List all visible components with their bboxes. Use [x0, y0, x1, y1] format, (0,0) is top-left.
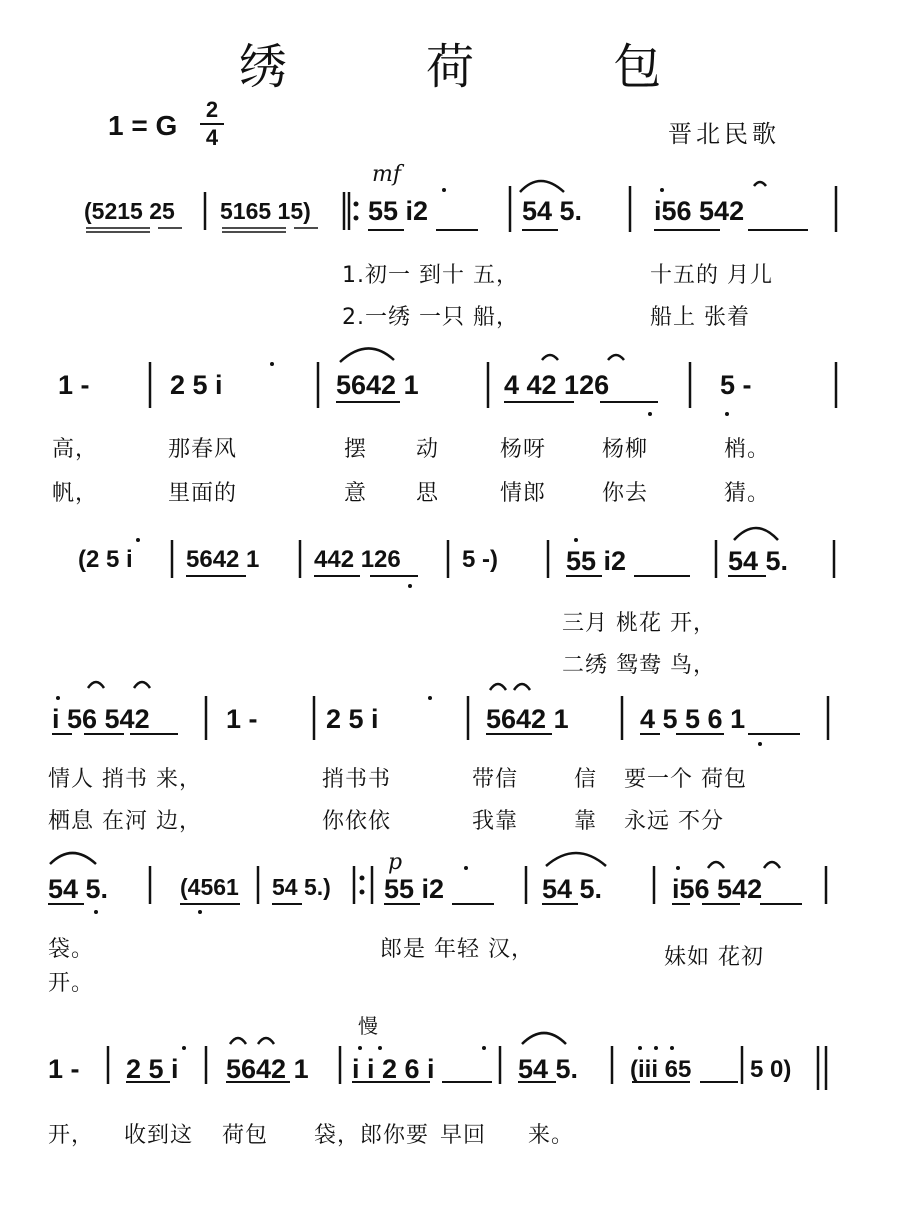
measure: 2 5 i [126, 1054, 179, 1084]
octave-dot [574, 538, 578, 542]
repeat-dot [354, 202, 359, 207]
lyric-verse1: 信 [574, 767, 598, 792]
fermata-arc [708, 862, 724, 868]
fermata-arc [542, 355, 558, 360]
octave-dot [56, 696, 60, 700]
octave-dot [482, 1046, 486, 1050]
octave-dot [358, 1046, 362, 1050]
measure: 4 42 126 [504, 370, 610, 400]
octave-dot [638, 1046, 642, 1050]
fermata-arc [88, 682, 104, 688]
measure: (5215 25 [84, 198, 175, 224]
octave-dot [136, 538, 140, 542]
lyric-verse1: 1.初一 到十 五， [342, 263, 519, 288]
octave-dot [660, 188, 664, 192]
lyric-verse1: 带信 [472, 767, 519, 792]
octave-dot [654, 1046, 658, 1050]
lyric-verse1: 杨呀 [500, 437, 547, 462]
measure: i 56 542 [52, 704, 150, 734]
measure: i i 2 6 i [352, 1054, 435, 1084]
slur [520, 181, 564, 192]
repeat-dot [360, 890, 365, 895]
time-denominator: 4 [205, 125, 219, 150]
lyric-verse1: 收到这 [124, 1123, 194, 1148]
lyric-verse1: 高， [52, 437, 99, 462]
lyric-verse1: 袋，郎你要 [314, 1123, 430, 1148]
measure: 54 5. [522, 196, 583, 226]
lyric-verse2: 2.一绣 一只 船， [342, 305, 519, 330]
slur [50, 853, 96, 864]
repeat-end-bar [354, 866, 372, 904]
fermata-arc [258, 1038, 274, 1044]
lyric-verse2: 永远 不分 [624, 809, 724, 834]
measure: 5642 1 [186, 546, 260, 573]
lyric-verse1: 那春风 [168, 437, 238, 462]
low-dot [648, 412, 652, 416]
lyric-verse2: 我靠 [472, 809, 519, 834]
lyric-verse2: 思 [416, 481, 440, 506]
lyric-verse1: 十五的 月儿 [650, 263, 773, 288]
lyric-verse2: 帆， [52, 481, 99, 506]
octave-dot [670, 1046, 674, 1050]
lyric-verse1: 要一个 荷包 [624, 767, 747, 792]
measure: 5642 1 [336, 370, 419, 400]
fermata-arc [134, 682, 150, 688]
lyric-verse1: 情人 捎书 来， [48, 767, 202, 792]
time-numerator: 2 [205, 97, 219, 122]
octave-dot [676, 866, 680, 870]
measure: 55 i2 [566, 546, 627, 576]
lyric-verse1: 动 [416, 437, 440, 462]
repeat-dot [360, 876, 365, 881]
fermata-arc [764, 862, 780, 868]
measure: 2 5 i [326, 704, 379, 734]
lyric-verse1: 妹如 花初 [664, 945, 764, 970]
octave-dot [378, 1046, 382, 1050]
lyric-verse1: 捎书书 [322, 767, 392, 792]
lyric-verse1: 郎是 年轻 汉， [380, 937, 534, 962]
final-bar [818, 1046, 826, 1090]
slur [340, 348, 394, 362]
lyric-verse1: 三月 桃花 开， [562, 611, 716, 636]
low-dot [725, 412, 729, 416]
lyric-verse1: 袋。 [48, 937, 95, 962]
measure: 5642 1 [226, 1054, 309, 1084]
measure: 5 -) [462, 546, 498, 573]
measure: 5165 15) [220, 198, 311, 224]
slur [522, 1033, 566, 1044]
song-origin: 晋北民歌 [668, 120, 780, 148]
octave-dot [270, 362, 274, 366]
octave-dot [428, 696, 432, 700]
lyric-verse2: 你依依 [322, 809, 392, 834]
measure: 5 - [720, 370, 752, 400]
low-dot [758, 742, 762, 746]
measure: 54 5. [518, 1054, 579, 1084]
octave-dot [442, 188, 446, 192]
measure: 1 - [48, 1054, 80, 1084]
measure: 2 5 i [170, 370, 223, 400]
lyric-verse2: 意 [344, 481, 368, 506]
octave-dot [464, 866, 468, 870]
lyric-verse1: 梢。 [724, 437, 771, 462]
measure: 54 5. [542, 874, 603, 904]
measure: 4 5 5 6 1 [640, 704, 746, 734]
measure: 55 i2 [368, 196, 429, 226]
fermata-arc [608, 355, 624, 360]
measure: 5 0) [750, 1056, 792, 1083]
lyric-verse1: 杨柳 [602, 437, 649, 462]
lyric-verse2: 你去 [602, 481, 649, 506]
measure: 5642 1 [486, 704, 569, 734]
lyric-verse1: 早回 [440, 1123, 487, 1148]
lyric-verse2: 开。 [48, 971, 95, 996]
lyric-verse2: 栖息 在河 边， [48, 809, 202, 834]
slur [546, 853, 606, 866]
lyric-verse2: 猜。 [724, 481, 771, 506]
measure: 54 5. [48, 874, 109, 904]
fermata-arc [754, 182, 766, 186]
lyric-verse1: 开， [48, 1123, 95, 1148]
lyric-verse1: 来。 [528, 1123, 575, 1148]
lyric-verse1: 摆 [344, 437, 368, 462]
measure: 442 126 [314, 546, 401, 573]
dynamic-p: p [388, 850, 403, 875]
lyric-verse2: 里面的 [168, 481, 238, 506]
lyric-verse1: 荷包 [222, 1123, 269, 1148]
repeat-start-bar [344, 192, 349, 230]
low-dot [94, 910, 98, 914]
measure: (4561 [180, 874, 239, 900]
measure: 54 5.) [272, 874, 331, 900]
lyric-verse2: 船上 张着 [650, 305, 750, 330]
lyric-verse2: 靠 [574, 809, 598, 834]
low-dot [408, 584, 412, 588]
slur [734, 528, 778, 540]
fermata-arc [490, 684, 506, 690]
fermata-arc [230, 1038, 246, 1044]
tempo-slow: 慢 [358, 1014, 378, 1038]
measure: 55 i2 [384, 874, 445, 904]
measure: 54 5. [728, 546, 789, 576]
measure: (2 5 i [78, 546, 133, 573]
octave-dot [182, 1046, 186, 1050]
low-dot [198, 910, 202, 914]
measure: i56 542 [654, 196, 745, 226]
measure: i56 542 [672, 874, 763, 904]
repeat-dot [354, 216, 359, 221]
lyric-verse2: 情郎 [500, 481, 547, 506]
song-title: 绣 荷 包 [238, 39, 724, 95]
lyric-verse2: 二绣 鸳鸯 鸟， [562, 653, 716, 678]
dynamic-mf: mf [372, 162, 402, 187]
measure: (iii 65 [630, 1056, 692, 1083]
key-signature: 1 = G [108, 110, 178, 141]
fermata-arc [514, 684, 530, 690]
measure: 1 - [58, 370, 90, 400]
measure: 1 - [226, 704, 258, 734]
